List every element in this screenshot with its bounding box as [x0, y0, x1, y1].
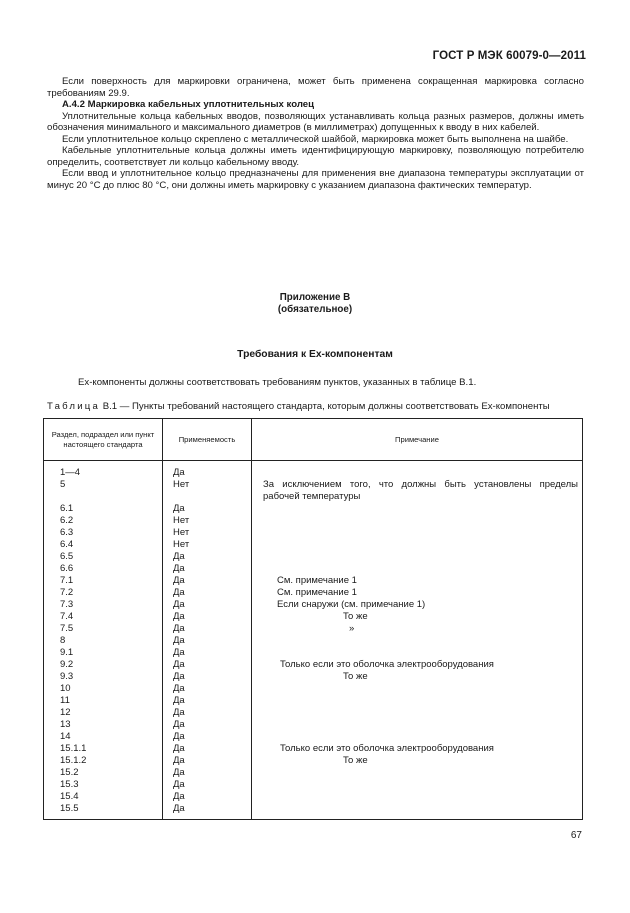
- cell-applicability: Да: [173, 779, 185, 790]
- cell-clause: 7.3: [60, 599, 74, 610]
- cell-note: См. примечание 1: [277, 587, 357, 598]
- column-header-note: Примечание: [395, 434, 439, 444]
- paragraph-temperature-range: Если ввод и уплотнительное кольцо предназначены для применения вне диапазона температуры эксплуатации от минус 20 °С до плюс 80 °С, они должны иметь маркировку с указанием диапазона фактических температур.: [47, 168, 584, 191]
- table-row: [44, 527, 582, 539]
- cell-applicability: Да: [173, 575, 185, 586]
- cell-clause: 11: [60, 695, 70, 706]
- table-row: [44, 695, 582, 707]
- appendix-intro: Ех-компоненты должны соответствовать требованиям пунктов, указанных в таблице В.1.: [78, 377, 477, 388]
- cell-clause: 9.1: [60, 647, 74, 658]
- cell-clause: 9.3: [60, 671, 74, 682]
- body-text: [47, 76, 584, 191]
- page-number: 67: [570, 830, 582, 841]
- cell-applicability: Да: [173, 599, 185, 610]
- cell-clause: 6.4: [60, 539, 74, 550]
- table-row: [44, 791, 582, 803]
- cell-applicability: Да: [173, 791, 185, 802]
- cell-note: См. примечание 1: [277, 575, 357, 586]
- cell-clause: 6.2: [60, 515, 74, 526]
- cell-note: Только если это оболочка электрооборудования: [280, 743, 494, 754]
- table-row: [44, 803, 582, 815]
- table-row: [44, 563, 582, 575]
- table-row: [44, 683, 582, 695]
- cell-applicability: Да: [173, 587, 185, 598]
- table-row: [44, 539, 582, 551]
- table-caption-word: Таблица: [47, 401, 101, 412]
- cell-applicability: Нет: [173, 539, 190, 550]
- table-row: [44, 635, 582, 647]
- cell-applicability: Да: [173, 635, 185, 646]
- cell-clause: 15.1.1: [60, 743, 87, 754]
- table-row: [44, 551, 582, 563]
- cell-applicability: Да: [173, 671, 185, 682]
- cell-applicability: Да: [173, 755, 185, 766]
- cell-clause: 15.1.2: [60, 755, 87, 766]
- cell-clause: 6.3: [60, 527, 74, 538]
- paragraph-washer-marking: Если уплотнительное кольцо скреплено с металлической шайбой, маркировка может быть выполнена на шайбе.: [62, 133, 569, 145]
- cell-applicability: Да: [173, 743, 185, 754]
- cell-applicability: Да: [173, 731, 185, 742]
- cell-clause: 15.5: [60, 803, 79, 814]
- cell-clause: 7.5: [60, 623, 74, 634]
- cell-clause: 8: [60, 635, 66, 646]
- cell-clause: 1—4: [60, 467, 81, 478]
- paragraph-identification: Кабельные уплотнительные кольца должны иметь идентифицирующую маркировку, позволяющую потребителю определить, соответствует ли кольцо кабельному вводу.: [47, 145, 584, 168]
- table-row: [44, 611, 582, 623]
- cell-applicability: Да: [173, 767, 185, 778]
- table-body: [44, 467, 582, 815]
- cell-clause: 10: [60, 683, 71, 694]
- cell-clause: 12: [60, 707, 71, 718]
- cell-applicability: Да: [173, 695, 185, 706]
- cell-clause: 15.3: [60, 779, 79, 790]
- table-row: [44, 479, 582, 503]
- cell-clause: 13: [60, 719, 71, 730]
- cell-applicability: Да: [173, 683, 185, 694]
- cell-applicability: Нет: [173, 479, 190, 490]
- table-row: [44, 467, 582, 479]
- appendix-title: Приложение В: [279, 292, 351, 303]
- table-row: [44, 767, 582, 779]
- appendix-status: (обязательное): [277, 304, 353, 315]
- cell-note: »: [349, 623, 355, 634]
- table-header: [44, 419, 582, 461]
- cell-applicability: Да: [173, 707, 185, 718]
- cell-applicability: Да: [173, 503, 185, 514]
- cell-clause: 5: [60, 479, 66, 490]
- cell-clause: 6.6: [60, 563, 74, 574]
- cell-note: За исключением того, что должны быть установлены пределы рабочей температуры: [263, 479, 578, 502]
- appendix-heading: [0, 292, 630, 316]
- column-header-applicability: Применяемость: [163, 419, 252, 460]
- cell-applicability: Нет: [173, 527, 190, 538]
- table-row: [44, 587, 582, 599]
- cell-clause: 15.4: [60, 791, 79, 802]
- table-row: [44, 707, 582, 719]
- cell-applicability: Да: [173, 563, 185, 574]
- table-caption: [47, 401, 592, 412]
- cell-note: То же: [343, 755, 368, 766]
- table-row: [44, 623, 582, 635]
- cell-applicability: Да: [173, 611, 185, 622]
- cell-applicability: Да: [173, 551, 185, 562]
- table-row: [44, 599, 582, 611]
- cell-applicability: Нет: [173, 515, 190, 526]
- cell-note: Только если это оболочка электрооборудования: [280, 659, 494, 670]
- table-row: [44, 515, 582, 527]
- cell-clause: 15.2: [60, 767, 79, 778]
- table-row: [44, 659, 582, 671]
- cell-applicability: Да: [173, 719, 185, 730]
- cell-clause: 6.5: [60, 551, 74, 562]
- table-caption-text: В.1 — Пункты требований настоящего стандарта, которым должны соответствовать Ех-компоненты: [102, 401, 550, 412]
- paragraph-seal-diameters: Уплотнительные кольца кабельных вводов, позволяющих устанавливать кольца разных размеров, должны иметь обозначения минимального и максимального диаметров (в миллиметрах) допущенных к вводу в них кабелей.: [47, 110, 584, 133]
- cell-applicability: Да: [173, 803, 185, 814]
- table-row: [44, 647, 582, 659]
- paragraph-reduced-marking: Если поверхность для маркировки ограничена, может быть применена сокращенная маркировка согласно требованиям 29.9.: [47, 76, 584, 99]
- cell-note: Если снаружи (см. примечание 1): [277, 599, 426, 610]
- cell-applicability: Да: [173, 467, 185, 478]
- cell-applicability: Да: [173, 623, 185, 634]
- cell-note: То же: [343, 671, 368, 682]
- table-row: [44, 719, 582, 731]
- cell-clause: 9.2: [60, 659, 74, 670]
- table-row: [44, 575, 582, 587]
- cell-applicability: Да: [173, 659, 185, 670]
- column-header-clause: Раздел, подраздел или пункт настоящего стандарта: [44, 419, 163, 460]
- cell-clause: 7.4: [60, 611, 74, 622]
- cell-clause: 14: [60, 731, 71, 742]
- cell-note: То же: [343, 611, 368, 622]
- section-title: Требования к Ех-компонентам: [237, 349, 393, 360]
- cell-clause: 7.2: [60, 587, 74, 598]
- document-header: ГОСТ Р МЭК 60079-0—2011: [432, 50, 586, 62]
- table-row: [44, 671, 582, 683]
- cell-clause: 7.1: [60, 575, 74, 586]
- cell-applicability: Да: [173, 647, 185, 658]
- table-row: [44, 503, 582, 515]
- cell-clause: 6.1: [60, 503, 74, 514]
- table-row: [44, 731, 582, 743]
- section-heading-a42: А.4.2 Маркировка кабельных уплотнительных колец: [62, 99, 315, 110]
- requirements-table: [43, 418, 583, 820]
- table-row: [44, 755, 582, 767]
- table-row: [44, 779, 582, 791]
- table-row: [44, 743, 582, 755]
